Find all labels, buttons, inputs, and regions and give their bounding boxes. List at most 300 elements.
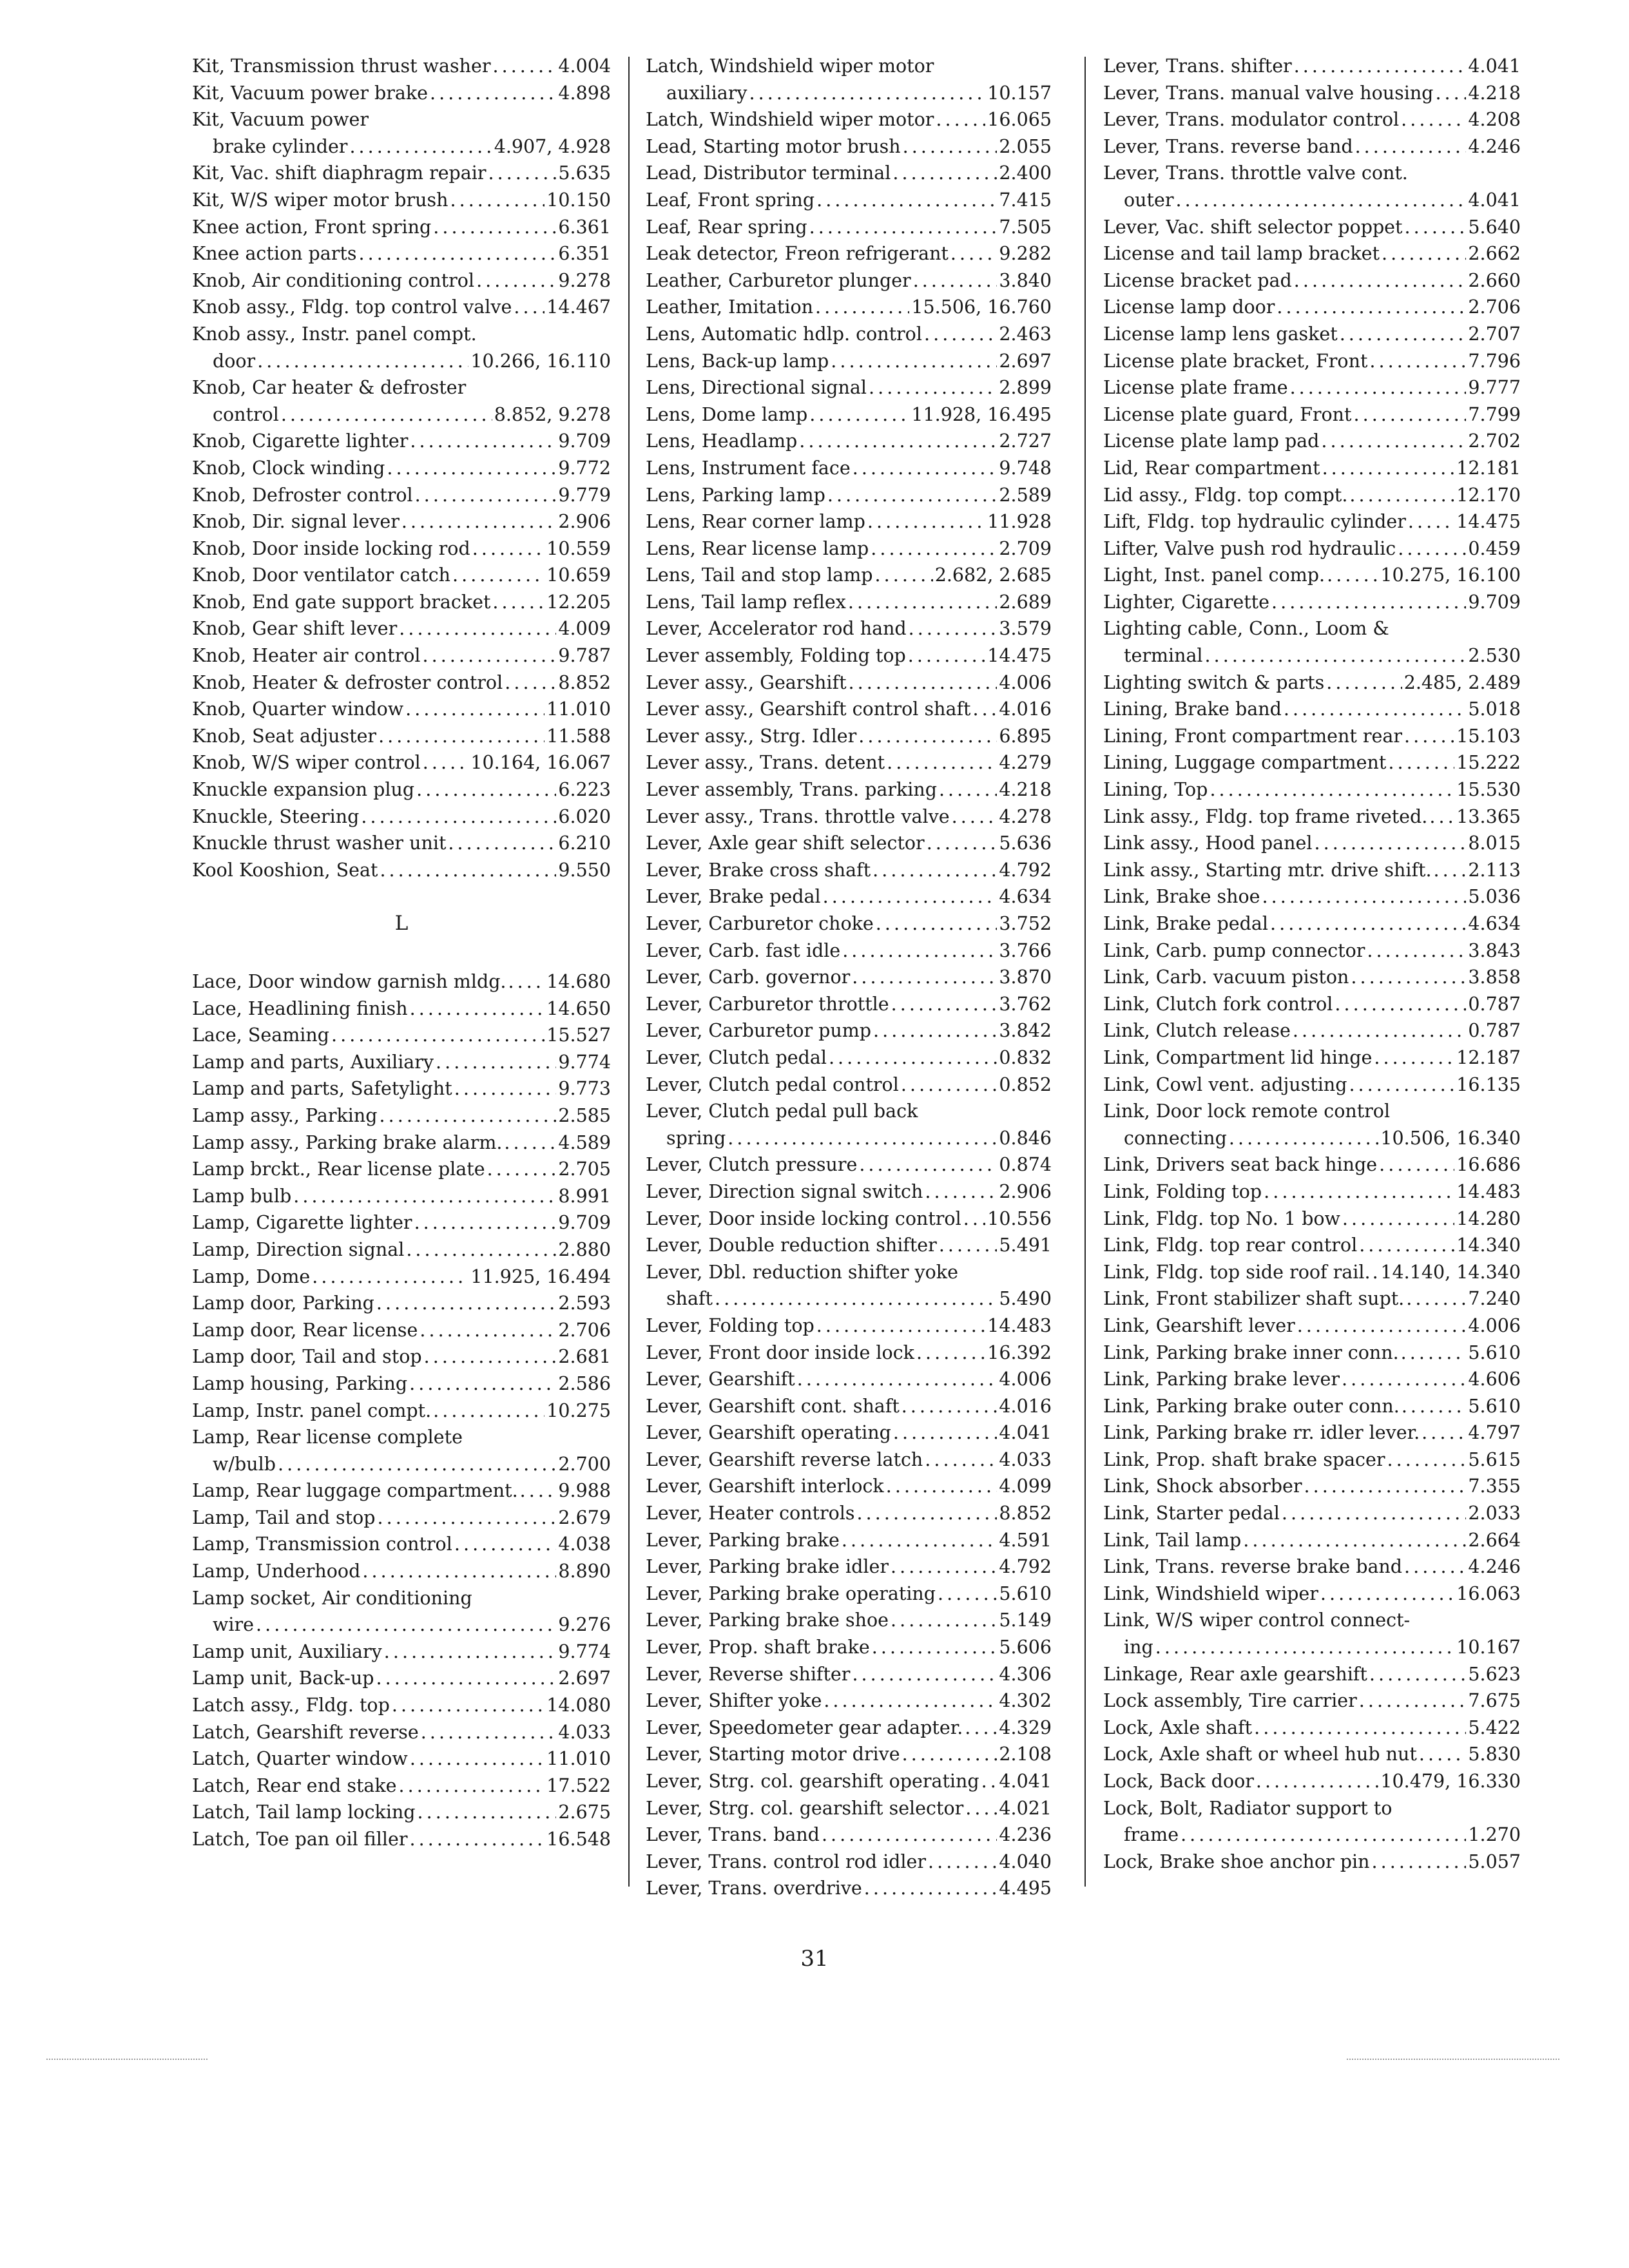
entry-term: License lamp door bbox=[1103, 296, 1275, 318]
index-entry bbox=[646, 937, 1052, 965]
entry-term: Link, Brake shoe bbox=[1103, 886, 1260, 908]
entry-term: Knob, Heater air control bbox=[192, 645, 421, 667]
index-entry bbox=[646, 214, 1052, 241]
entry-term: Lock, Bolt, Radiator support to bbox=[1103, 1797, 1393, 1819]
dot-leader bbox=[387, 455, 556, 482]
entry-term: Latch, Toe pan oil filler bbox=[192, 1829, 408, 1850]
dot-leader bbox=[965, 1795, 997, 1822]
dot-leader bbox=[816, 1312, 986, 1340]
index-entry bbox=[1103, 53, 1521, 80]
dot-leader bbox=[505, 669, 556, 697]
entry-reference: 15.103 bbox=[1456, 725, 1521, 747]
dot-leader bbox=[939, 776, 997, 803]
dot-leader bbox=[281, 401, 492, 428]
entry-term: Knob, Cigarette lighter bbox=[192, 430, 409, 452]
index-entry bbox=[192, 187, 611, 214]
entry-reference: 5.606 bbox=[999, 1637, 1052, 1658]
entry-reference: 9.779 bbox=[558, 484, 611, 506]
entry-term-continuation: connecting bbox=[1124, 1127, 1227, 1149]
entry-reference: 4.329 bbox=[999, 1716, 1052, 1738]
entry-reference: 4.208 bbox=[1468, 109, 1521, 131]
dot-leader bbox=[1262, 883, 1467, 910]
entry-reference: 17.522 bbox=[546, 1774, 611, 1796]
dot-leader bbox=[1271, 589, 1466, 616]
entry-reference: 14.650 bbox=[546, 997, 611, 1019]
entry-term: Knuckle, Steering bbox=[192, 805, 360, 827]
entry-reference: 14.475 bbox=[1456, 511, 1521, 533]
dot-leader bbox=[1294, 267, 1467, 294]
dot-leader bbox=[1335, 991, 1466, 1018]
index-entry bbox=[1103, 1849, 1521, 1876]
index-entry bbox=[192, 1022, 611, 1049]
dot-leader bbox=[1290, 374, 1467, 401]
index-entry bbox=[646, 857, 1052, 884]
entry-reference: 2.400 bbox=[999, 162, 1052, 184]
dot-leader bbox=[401, 508, 557, 535]
entry-term: Link, Clutch release bbox=[1103, 1020, 1291, 1042]
entry-reference: 9.276 bbox=[558, 1614, 611, 1636]
dot-leader bbox=[1359, 1232, 1454, 1259]
entry-reference: 4.898 bbox=[558, 82, 611, 104]
dot-leader bbox=[476, 267, 556, 294]
dot-leader bbox=[952, 803, 998, 831]
index-entry bbox=[1103, 1527, 1521, 1554]
entry-term: Kit, Vacuum power brake bbox=[192, 82, 429, 104]
index-entry bbox=[192, 1343, 611, 1370]
entry-reference: 4.218 bbox=[1468, 82, 1521, 104]
section-letter-heading: L bbox=[394, 912, 409, 936]
dot-leader bbox=[1402, 1393, 1467, 1420]
entry-term: Link, Parking brake lever bbox=[1103, 1369, 1340, 1390]
index-entry bbox=[1103, 1098, 1521, 1151]
dot-leader bbox=[430, 80, 556, 107]
entry-term: Lever, Parking brake bbox=[646, 1529, 840, 1551]
entry-term: Latch, Windshield wiper motor bbox=[646, 109, 934, 131]
index-entry bbox=[646, 321, 1052, 348]
dot-leader bbox=[858, 723, 997, 750]
entry-reference: 14.483 bbox=[1456, 1180, 1521, 1202]
entry-term: Knob, Seat adjuster bbox=[192, 725, 377, 747]
entry-term: Lever, Carb. fast idle bbox=[646, 939, 841, 961]
entry-reference: 3.579 bbox=[999, 618, 1052, 640]
entry-term: Lead, Distributor terminal bbox=[646, 162, 891, 184]
entry-reference: 5.018 bbox=[1468, 698, 1521, 720]
dot-leader bbox=[1422, 1419, 1466, 1446]
index-entry bbox=[192, 294, 611, 321]
dot-leader bbox=[891, 1553, 997, 1581]
index-entry bbox=[646, 1017, 1052, 1044]
dot-leader bbox=[963, 1206, 986, 1233]
index-entry bbox=[192, 562, 611, 589]
index-entry bbox=[1103, 776, 1521, 803]
entry-term: Lens, Instrument face bbox=[646, 457, 851, 479]
entry-term: Lid assy., Fldg. top compt. bbox=[1103, 484, 1348, 506]
dot-leader bbox=[1243, 1527, 1466, 1554]
entry-term: Lamp, Cigarette lighter bbox=[192, 1212, 412, 1234]
entry-reference: 10.266, 16.110 bbox=[470, 350, 611, 372]
dot-leader bbox=[1419, 1741, 1467, 1768]
index-entry bbox=[192, 1370, 611, 1398]
entry-term: Lever assembly, Trans. parking bbox=[646, 779, 937, 801]
entry-term: Lever, Accelerator rod hand bbox=[646, 618, 907, 640]
index-entry bbox=[1103, 1393, 1521, 1420]
entry-reference: 9.748 bbox=[999, 457, 1052, 479]
dot-leader bbox=[419, 1317, 556, 1344]
index-entry bbox=[192, 321, 611, 374]
dot-leader bbox=[867, 508, 985, 535]
index-entry bbox=[646, 1581, 1052, 1608]
dot-leader bbox=[848, 589, 998, 616]
entry-term: Link, Trans. reverse brake band bbox=[1103, 1556, 1403, 1578]
entry-term: Leak detector, Freon refrigerant bbox=[646, 243, 949, 265]
index-entry bbox=[1103, 321, 1521, 348]
dot-leader bbox=[873, 1017, 997, 1044]
entry-term: Lens, Dome lamp bbox=[646, 403, 808, 425]
entry-reference: 0.787 bbox=[1468, 1020, 1521, 1042]
entry-term: Lens, Headlamp bbox=[646, 430, 798, 452]
entry-term: Kit, Transmission thrust washer bbox=[192, 55, 491, 77]
entry-reference: 4.278 bbox=[999, 805, 1052, 827]
entry-reference: 2.675 bbox=[558, 1802, 611, 1823]
entry-term: Knob, Dir. signal lever bbox=[192, 511, 400, 533]
dot-leader bbox=[399, 615, 556, 642]
index-entry bbox=[192, 1398, 611, 1425]
dot-leader bbox=[939, 1232, 998, 1259]
dot-leader bbox=[436, 1049, 556, 1076]
dot-leader bbox=[433, 1398, 545, 1425]
entry-term: Lever, Carburetor pump bbox=[646, 1020, 872, 1042]
entry-reference: 5.491 bbox=[999, 1235, 1052, 1256]
index-entry bbox=[646, 160, 1052, 187]
index-entry bbox=[646, 240, 1052, 267]
index-entry bbox=[192, 1183, 611, 1210]
entry-term: Lever assembly, Folding top bbox=[646, 645, 906, 667]
entry-reference: 4.021 bbox=[999, 1797, 1052, 1819]
entry-reference: 4.040 bbox=[999, 1850, 1052, 1872]
entry-term: License plate bracket, Front bbox=[1103, 350, 1368, 372]
entry-reference: 2.662 bbox=[1468, 243, 1521, 265]
dot-leader bbox=[492, 53, 556, 80]
entry-reference: 14.680 bbox=[546, 971, 611, 992]
entry-reference: 14.140, 14.340 bbox=[1380, 1261, 1521, 1283]
index-entry bbox=[192, 1264, 611, 1291]
index-entry bbox=[1103, 615, 1521, 669]
entry-term: Lever, Trans. control rod idler bbox=[646, 1850, 927, 1872]
scan-artifact-line bbox=[46, 2059, 207, 2060]
index-entry bbox=[646, 1312, 1052, 1340]
entry-term: Lever, Clutch pedal control bbox=[646, 1073, 899, 1095]
dot-leader bbox=[454, 1531, 557, 1558]
entry-term: Lever, Strg. col. gearshift operating bbox=[646, 1771, 979, 1792]
index-entry bbox=[192, 1531, 611, 1558]
index-entry bbox=[1103, 374, 1521, 401]
entry-term: Lighting cable, Conn., Loom & bbox=[1103, 618, 1389, 640]
entry-reference: 11.928, 16.495 bbox=[911, 403, 1052, 425]
dot-leader bbox=[1382, 240, 1466, 267]
index-entry bbox=[646, 803, 1052, 831]
entry-term: Link, Windshield wiper bbox=[1103, 1582, 1318, 1604]
dot-leader bbox=[842, 1527, 997, 1554]
dot-leader bbox=[379, 1102, 556, 1129]
entry-reference: 0.874 bbox=[999, 1154, 1052, 1176]
entry-term: Lever, Direction signal switch bbox=[646, 1180, 923, 1202]
dot-leader bbox=[423, 642, 557, 669]
entry-term: License lamp lens gasket bbox=[1103, 323, 1338, 345]
entry-term: Knob assy., Fldg. top control valve bbox=[192, 296, 512, 318]
dot-leader bbox=[416, 776, 556, 803]
dot-leader bbox=[1181, 1821, 1466, 1849]
entry-term: Lamp, Direction signal bbox=[192, 1238, 405, 1260]
dot-leader bbox=[857, 1500, 998, 1527]
entry-reference: 7.796 bbox=[1468, 350, 1521, 372]
index-entry bbox=[646, 294, 1052, 321]
entry-reference: 10.659 bbox=[546, 564, 611, 586]
entry-term-continuation: auxiliary bbox=[666, 82, 747, 104]
index-entry bbox=[192, 968, 611, 995]
entry-term: Link, Brake pedal bbox=[1103, 913, 1268, 934]
entry-term: Knob, Air conditioning control bbox=[192, 269, 475, 291]
entry-term: Leather, Carburetor plunger bbox=[646, 269, 911, 291]
dot-leader bbox=[925, 1446, 997, 1474]
index-entry bbox=[192, 696, 611, 723]
entry-reference: 9.774 bbox=[558, 1640, 611, 1662]
index-entry bbox=[646, 910, 1052, 937]
entry-term: Lens, Tail lamp reflex bbox=[646, 591, 846, 613]
entry-term: Lining, Luggage compartment bbox=[1103, 752, 1387, 774]
entry-reference: 2.697 bbox=[999, 350, 1052, 372]
entry-reference: 8.015 bbox=[1468, 832, 1521, 854]
entry-reference: 4.033 bbox=[999, 1448, 1052, 1470]
dot-leader bbox=[405, 696, 545, 723]
dot-leader bbox=[876, 910, 998, 937]
dot-leader bbox=[1369, 348, 1466, 375]
entry-term: Link, Compartment lid hinge bbox=[1103, 1046, 1373, 1068]
entry-term: Lever, Carburetor throttle bbox=[646, 993, 889, 1015]
entry-reference: 2.709 bbox=[999, 537, 1052, 559]
entry-reference: 2.706 bbox=[558, 1319, 611, 1341]
index-entry bbox=[646, 535, 1052, 562]
entry-reference: 2.530 bbox=[1468, 645, 1521, 667]
index-entry bbox=[192, 1585, 611, 1639]
entry-term: Lining, Brake band bbox=[1103, 698, 1282, 720]
entry-term: Link, Fldg. top No. 1 bow bbox=[1103, 1207, 1340, 1229]
entry-reference: 9.774 bbox=[558, 1051, 611, 1073]
dot-leader bbox=[925, 1178, 997, 1206]
entry-reference: 8.852 bbox=[558, 671, 611, 693]
index-column-3 bbox=[1103, 53, 1521, 1875]
index-entry bbox=[646, 642, 1052, 669]
entry-reference: 2.906 bbox=[558, 511, 611, 533]
entry-reference: 11.010 bbox=[546, 1748, 611, 1770]
entry-term: Knob, Quarter window bbox=[192, 698, 404, 720]
entry-term-continuation: terminal bbox=[1124, 645, 1203, 667]
index-entry bbox=[1103, 589, 1521, 616]
dot-leader bbox=[406, 1236, 556, 1264]
index-entry bbox=[192, 1075, 611, 1102]
entry-term: Lever, Reverse shifter bbox=[646, 1663, 851, 1685]
entry-reference: 5.036 bbox=[1468, 886, 1521, 908]
index-entry bbox=[192, 749, 611, 776]
entry-term: Knob, End gate support bracket bbox=[192, 591, 491, 613]
index-entry bbox=[1103, 106, 1521, 133]
entry-reference: 7.799 bbox=[1468, 403, 1521, 425]
entry-reference: 9.709 bbox=[558, 430, 611, 452]
entry-term-continuation: outer bbox=[1124, 189, 1174, 211]
entry-term: Lever, Strg. col. gearshift selector bbox=[646, 1797, 964, 1819]
entry-reference: 4.038 bbox=[558, 1533, 611, 1555]
entry-term: Knob, Clock winding bbox=[192, 457, 385, 479]
entry-reference: 13.365 bbox=[1456, 805, 1521, 827]
entry-reference: 16.135 bbox=[1456, 1073, 1521, 1095]
dot-leader bbox=[1277, 294, 1466, 321]
entry-term: Knob, Car heater & defroster bbox=[192, 377, 467, 399]
entry-reference: 7.240 bbox=[1468, 1288, 1521, 1310]
dot-leader bbox=[293, 1183, 556, 1210]
index-entry bbox=[192, 1665, 611, 1692]
entry-reference: 9.777 bbox=[1468, 377, 1521, 399]
entry-term: Lock, Back door bbox=[1103, 1771, 1254, 1792]
index-entry bbox=[192, 1209, 611, 1236]
index-entry bbox=[646, 776, 1052, 803]
entry-term: Lamp assy., Parking bbox=[192, 1104, 378, 1126]
entry-reference: 3.858 bbox=[1468, 966, 1521, 988]
entry-term: Lens, Automatic hdlp. control bbox=[646, 323, 922, 345]
entry-term: Link, Parking brake inner conn. bbox=[1103, 1341, 1399, 1363]
dot-leader bbox=[1294, 53, 1467, 80]
index-entry bbox=[646, 669, 1052, 697]
entry-reference: 4.606 bbox=[1468, 1369, 1521, 1390]
index-entry bbox=[192, 830, 611, 857]
entry-reference: 5.057 bbox=[1468, 1850, 1521, 1872]
index-entry bbox=[646, 428, 1052, 455]
entry-term: Lever, Parking brake operating bbox=[646, 1582, 936, 1604]
index-entry bbox=[646, 53, 1052, 106]
entry-reference: 4.589 bbox=[558, 1131, 611, 1153]
index-entry bbox=[646, 374, 1052, 401]
entry-reference: 5.610 bbox=[1468, 1341, 1521, 1363]
entry-term: Lamp, Underhood bbox=[192, 1561, 361, 1582]
entry-reference: 2.705 bbox=[558, 1158, 611, 1180]
index-entry bbox=[1103, 1687, 1521, 1715]
index-entry bbox=[646, 1098, 1052, 1151]
index-entry bbox=[1103, 1366, 1521, 1393]
dot-leader bbox=[1359, 1687, 1467, 1715]
entry-reference: 10.506, 16.340 bbox=[1380, 1127, 1521, 1149]
dot-leader bbox=[312, 1264, 468, 1291]
entry-reference: 4.041 bbox=[999, 1771, 1052, 1792]
entry-term: Lamp brckt., Rear license plate bbox=[192, 1158, 485, 1180]
dot-leader bbox=[410, 1745, 545, 1773]
entry-reference: 12.181 bbox=[1456, 457, 1521, 479]
entry-reference: 10.164, 16.067 bbox=[470, 752, 611, 774]
index-entry bbox=[192, 1558, 611, 1585]
entry-reference: 10.157 bbox=[987, 82, 1052, 104]
dot-leader bbox=[916, 1340, 985, 1367]
dot-leader bbox=[376, 1290, 556, 1317]
dot-leader bbox=[358, 240, 556, 267]
entry-term: Lever assy., Trans. throttle valve bbox=[646, 805, 950, 827]
index-entry bbox=[646, 1634, 1052, 1661]
index-entry bbox=[192, 455, 611, 482]
entry-term: Latch, Quarter window bbox=[192, 1748, 408, 1770]
entry-reference: 16.063 bbox=[1456, 1582, 1521, 1604]
entry-term-continuation: shaft bbox=[666, 1288, 713, 1310]
dot-leader bbox=[1355, 133, 1467, 160]
entry-term: Link, Parking brake rr. idler lever. bbox=[1103, 1422, 1420, 1444]
entry-reference: 4.792 bbox=[999, 859, 1052, 881]
entry-reference: 4.041 bbox=[1468, 189, 1521, 211]
entry-term: Lace, Headlining finish bbox=[192, 997, 408, 1019]
dot-leader bbox=[797, 1366, 998, 1393]
page-number: 31 bbox=[800, 1946, 829, 1972]
index-entry bbox=[646, 1366, 1052, 1393]
entry-term: License and tail lamp bracket bbox=[1103, 243, 1380, 265]
dot-leader bbox=[972, 696, 997, 723]
dot-leader bbox=[1304, 1473, 1467, 1500]
dot-leader bbox=[852, 1661, 997, 1688]
entry-term: Lamp and parts, Safetylight bbox=[192, 1078, 452, 1100]
entry-term: Lever, Clutch pedal bbox=[646, 1046, 827, 1068]
dot-leader bbox=[488, 160, 557, 187]
entry-reference: 4.495 bbox=[999, 1878, 1052, 1899]
entry-term: Lever assy., Strg. Idler bbox=[646, 725, 857, 747]
dot-leader bbox=[869, 374, 997, 401]
index-entry bbox=[1103, 535, 1521, 562]
dot-leader bbox=[1406, 1285, 1466, 1312]
dot-leader bbox=[909, 615, 998, 642]
entry-term: Lever assy., Gearshift control shaft bbox=[646, 698, 971, 720]
index-entry bbox=[646, 1795, 1052, 1822]
dot-leader bbox=[887, 749, 997, 776]
entry-term: Lift, Fldg. top hydraulic cylinder bbox=[1103, 511, 1406, 533]
entry-term: Lever, Trans. band bbox=[646, 1824, 820, 1846]
dot-leader bbox=[257, 348, 468, 375]
dot-leader bbox=[1369, 1661, 1467, 1688]
entry-term: Lever, Dbl. reduction shifter yoke bbox=[646, 1261, 958, 1283]
entry-term: Lock, Brake shoe anchor pin bbox=[1103, 1850, 1370, 1872]
entry-reference: 10.556 bbox=[987, 1207, 1052, 1229]
entry-term: Lever, Carb. governor bbox=[646, 966, 851, 988]
dot-leader bbox=[1429, 803, 1454, 831]
index-entry bbox=[646, 133, 1052, 160]
dot-leader bbox=[378, 723, 545, 750]
index-entry bbox=[1103, 1795, 1521, 1849]
index-entry bbox=[1103, 160, 1521, 213]
dot-leader bbox=[827, 482, 998, 509]
index-entry bbox=[192, 857, 611, 884]
dot-leader bbox=[875, 562, 933, 589]
index-entry bbox=[646, 1044, 1052, 1072]
index-entry bbox=[646, 1768, 1052, 1795]
entry-reference: 10.559 bbox=[546, 537, 611, 559]
entry-term: Lamp unit, Auxiliary bbox=[192, 1640, 382, 1662]
entry-term: Lever, Brake cross shaft bbox=[646, 859, 871, 881]
column-divider bbox=[628, 57, 630, 1887]
index-entry bbox=[1103, 428, 1521, 455]
index-entry bbox=[646, 1473, 1052, 1500]
dot-leader bbox=[433, 214, 556, 241]
entry-reference: 9.282 bbox=[999, 243, 1052, 265]
index-entry bbox=[192, 1826, 611, 1853]
entry-reference: 2.485, 2.489 bbox=[1403, 671, 1521, 693]
entry-term: Lever, Speedometer gear adapter. bbox=[646, 1716, 963, 1738]
dot-leader bbox=[871, 535, 997, 562]
dot-leader bbox=[893, 1419, 998, 1446]
index-entry bbox=[1103, 749, 1521, 776]
entry-reference: 2.697 bbox=[558, 1667, 611, 1689]
entry-term: Link, Shock absorber bbox=[1103, 1475, 1302, 1497]
dot-leader bbox=[1229, 1125, 1379, 1152]
